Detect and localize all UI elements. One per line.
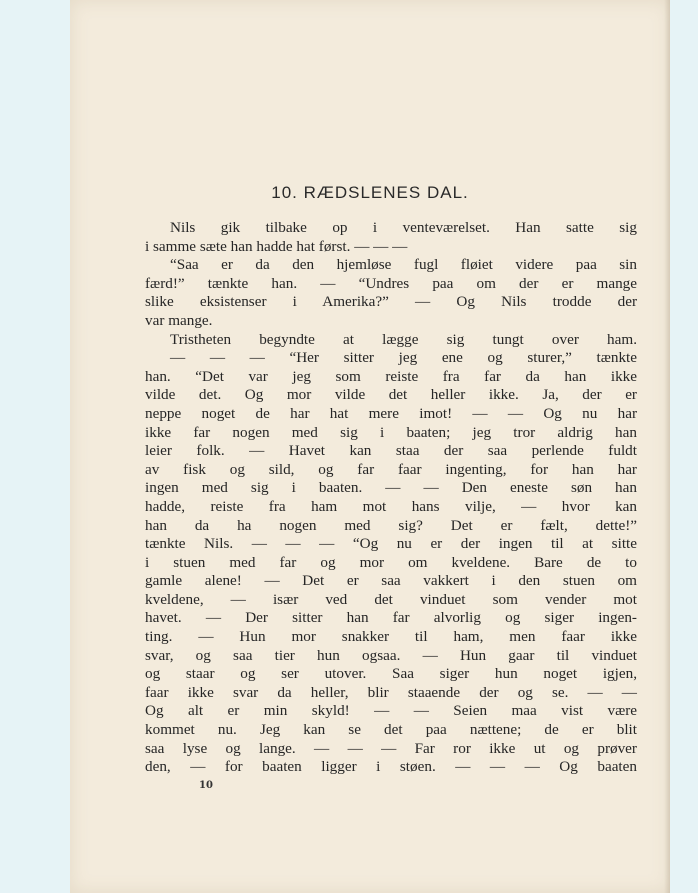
text-line: svar, og saa tier hun ogsaa. — Hun gaar til vinduet [145,646,637,664]
text-line: han da ha nogen med sig? Det er fælt, dette!” [145,516,637,534]
text-line: slike eksistenser i Amerika?” — Og Nils trodde der [145,293,637,311]
text-line: hadde, reiste fra ham mot hans vilje, — hvor kan [145,497,637,515]
book-page [70,0,670,893]
text-line: den, — for baaten ligger i støen. — — — Og baaten [145,758,637,776]
text-line: gamle alene! — Det er saa vakkert i den stuen om [145,572,637,590]
page-number: 10 [199,780,213,791]
chapter-heading: 10. RÆDSLENES DAL. [271,183,469,202]
text-line: og staar og ser utover. Saa siger hun noget igjen, [145,665,637,683]
text-line: i stuen med far og mor om kveldene. Bare de to [145,553,637,571]
text-line: vilde det. Og mor vilde det heller ikke. Ja, der er [145,386,637,404]
text-line: neppe noget de har hat mere imot! — — Og nu har [145,404,637,422]
text-line: kommet nu. Jeg kan se det paa nættene; de er blit [145,721,637,739]
text-line: saa lyse og lange. — — — Far ror ikke ut og prøver [145,739,637,757]
text-line: han. “Det var jeg som reiste fra far da han ikke [145,367,637,385]
body-text [145,219,637,777]
text-line: ingen med sig i baaten. — — Den eneste søn han [145,479,637,497]
text-line: Tristheten begyndte at lægge sig tungt over ham. [170,330,637,348]
text-line: kveldene, — især ved det vinduet som vender mot [145,590,637,608]
text-line: av fisk og sild, og far faar ingenting, for han har [145,460,637,478]
text-line: Og alt er min skyld! — — Seien maa vist være [145,702,637,720]
text-line: færd!” tænkte han. — “Undres paa om der er mange [145,274,637,292]
text-line: — — — “Her sitter jeg ene og sturer,” tænkte [170,349,637,367]
text-line: leier folk. — Havet kan staa der saa perlende fuldt [145,442,637,460]
text-line: faar ikke svar da heller, blir staaende der og se. — — [145,683,637,701]
text-line: Nils gik tilbake op i venteværelset. Han satte sig [170,219,637,236]
text-line: tænkte Nils. — — — “Og nu er der ingen til at sitte [145,535,637,553]
text-line: i samme sæte han hadde hat først. — — — [145,237,408,255]
text-line: ting. — Hun mor snakker til ham, men faar ikke [145,628,637,646]
text-line: ikke far nogen med sig i baaten; jeg tror aldrig han [145,423,637,441]
text-line: var mange. [145,311,213,329]
text-line: “Saa er da den hjemløse fugl fløiet videre paa sin [170,256,637,274]
page-edge-shadow [664,0,670,893]
text-line: havet. — Der sitter han far alvorlig og siger ingen- [145,609,637,627]
